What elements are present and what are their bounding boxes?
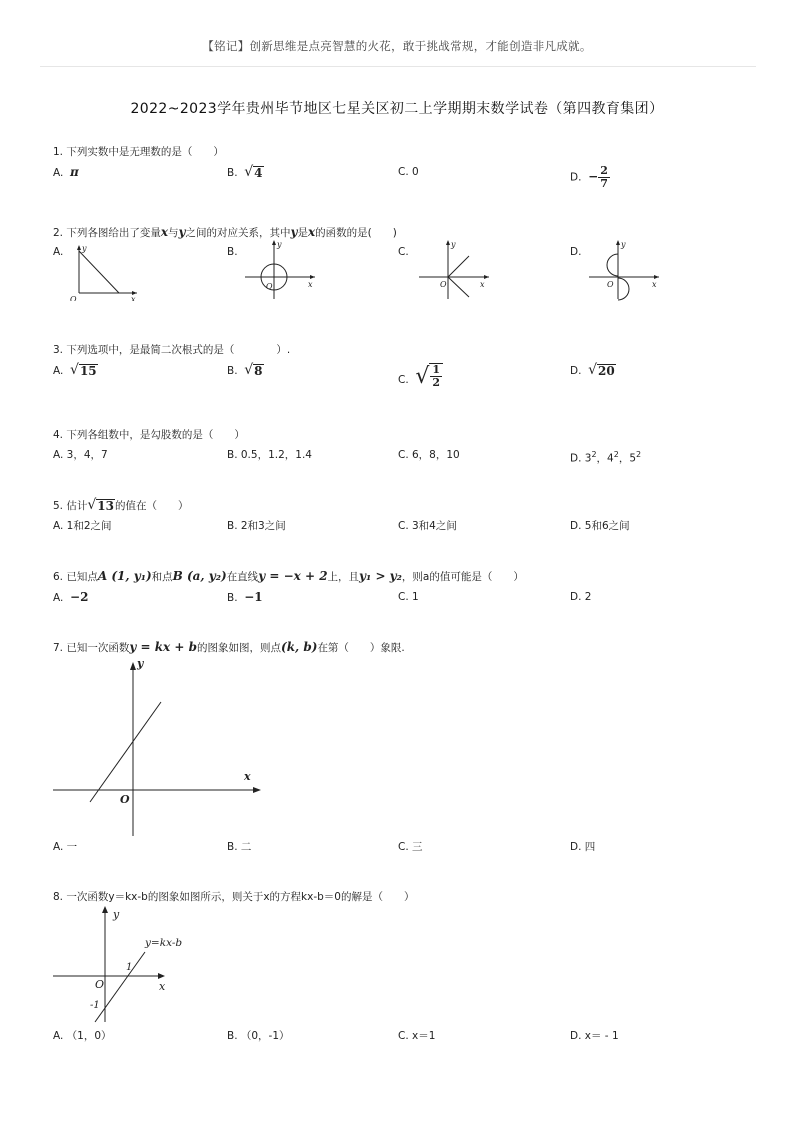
q1-option-d[interactable]: D. − $\frac{2}{7}$ [570, 164, 608, 190]
axis-x-label: x [244, 770, 251, 783]
question-6 [53, 569, 753, 612]
header-motto: 【铭记】创新思维是点亮智慧的火花，敢于挑战常规，才能创造非凡成就。 [202, 39, 592, 53]
q6-option-d[interactable]: D. 2 [570, 591, 592, 603]
question-8 [53, 890, 753, 1042]
q7-option-b[interactable]: B. 二 [227, 841, 252, 853]
question-3 [53, 343, 753, 389]
q2-graph-c[interactable] [415, 237, 495, 301]
q2-option-c-label[interactable]: C. [398, 246, 409, 258]
origin-label: O [120, 793, 130, 806]
fraction-2-7: $\frac{2}{7}$ [600, 164, 608, 190]
question-1-stem: 1. 下列实数中是无理数的是（ ） [53, 146, 224, 158]
sqrt-13: √ 13 [87, 497, 114, 513]
q4-option-d[interactable]: D. $3^2$，$4^2$，$5^2$ [570, 450, 642, 465]
question-5-options [53, 519, 753, 541]
origin-label: O [440, 280, 447, 289]
question-3-stem: 3. 下列选项中，是最简二次根式的是（ ）. [53, 344, 291, 356]
sqrt-8: √ 8 [244, 362, 263, 378]
q2-graph-a[interactable] [63, 241, 143, 301]
axis-y-label: y [82, 244, 87, 253]
q7-option-c[interactable]: C. 三 [398, 841, 423, 853]
axis-y-label: y [621, 240, 626, 249]
line-label: y=kx-b [145, 937, 183, 949]
q2-option-d-label[interactable]: D. [570, 246, 582, 258]
q3-option-d[interactable]: D. √ 20 [570, 362, 615, 378]
q4-option-b[interactable]: B. 0.5，1.2，1.4 [227, 449, 312, 461]
question-4 [53, 428, 753, 470]
q7-graph[interactable] [53, 654, 273, 840]
q1-option-c[interactable]: C. 0 [398, 166, 419, 178]
axis-y-label: y [137, 657, 144, 670]
q5-option-a[interactable]: A. 1和2之间 [53, 520, 112, 532]
q3-option-a[interactable]: A. √ 15 [53, 362, 97, 378]
q8-option-d[interactable]: D. x＝ - 1 [570, 1030, 619, 1042]
q6-option-a[interactable]: A. −2 [53, 590, 89, 604]
q7-option-a[interactable]: A. 一 [53, 841, 78, 853]
q6-option-b[interactable]: B. −1 [227, 590, 263, 604]
origin-label: O [70, 295, 77, 301]
q1-option-b[interactable]: B. √ 4 [227, 164, 263, 180]
axis-y-label: y [277, 240, 282, 249]
axis-x-label: x [480, 280, 485, 289]
axis-x-label: x [159, 980, 166, 993]
question-8-stem: 8. 一次函数y＝kx-b的图象如图所示，则关于x的方程kx-b＝0的解是（ ） [53, 891, 415, 903]
q8-option-b[interactable]: B. （0，-1） [227, 1030, 290, 1042]
q3-option-b[interactable]: B. √ 8 [227, 362, 263, 378]
q8-graph[interactable] [53, 904, 213, 1032]
question-2 [53, 225, 753, 301]
question-1 [53, 145, 753, 190]
question-5 [53, 498, 753, 541]
origin-label: O [266, 282, 273, 291]
sqrt-15: √ 15 [70, 362, 97, 378]
q7-option-d[interactable]: D. 四 [570, 841, 596, 853]
question-7 [53, 640, 753, 853]
q4-option-a[interactable]: A. 3，4，7 [53, 449, 108, 461]
axis-y-label: y [451, 240, 456, 249]
question-3-options [53, 362, 753, 389]
question-7-stem: 7. 已知一次函数y = kx + b的图象如图，则点(k, b)在第（ ）象限. [53, 640, 405, 654]
question-2-stem: 2. 下列各图给出了变量x与y之间的对应关系，其中y是x的函数的是( ) [53, 225, 397, 239]
question-4-options [53, 448, 753, 470]
header-divider [40, 66, 756, 67]
y-intercept-label: -1 [90, 1000, 100, 1011]
q3-option-c[interactable]: C. √ $\frac{1}{2}$ [398, 363, 443, 389]
q5-option-d[interactable]: D. 5和6之间 [570, 520, 630, 532]
question-4-stem: 4. 下列各组数中，是勾股数的是（ ） [53, 429, 245, 441]
page-title: 2022~2023学年贵州毕节地区七星关区初二上学期期末数学试卷（第四教育集团） [130, 101, 664, 117]
x-intercept-label: 1 [126, 962, 133, 973]
q5-option-c[interactable]: C. 3和4之间 [398, 520, 457, 532]
question-6-options [53, 590, 753, 612]
sqrt-half: √ $\frac{1}{2}$ [415, 363, 443, 389]
axis-y-label: y [113, 908, 120, 921]
q2-graph-b[interactable] [241, 237, 321, 301]
origin-label: O [95, 978, 105, 991]
q5-option-b[interactable]: B. 2和3之间 [227, 520, 286, 532]
q4-option-c[interactable]: C. 6，8，10 [398, 449, 460, 461]
sqrt-4: √ 4 [244, 164, 263, 180]
q6-option-c[interactable]: C. 1 [398, 591, 419, 603]
q2-graph-d[interactable] [585, 237, 665, 301]
question-6-stem: 6. 已知点A (1, y₁)和点B (a, y₂)在直线y = −x + 2上，且y₁ > y₂，则a的值可能是（ ） [53, 569, 524, 583]
q1-option-a[interactable]: A. π [53, 165, 79, 179]
question-1-options [53, 164, 753, 190]
origin-label: O [607, 280, 614, 289]
sqrt-20: √ 20 [588, 362, 615, 378]
q8-option-a[interactable]: A. （1，0） [53, 1030, 112, 1042]
axis-x-label: x [131, 295, 136, 301]
axis-x-label: x [308, 280, 313, 289]
q8-option-c[interactable]: C. x＝1 [398, 1030, 436, 1042]
question-5-stem: 5. 估计 √ 13 的值在（ ） [53, 497, 189, 513]
q2-option-b-label[interactable]: B. [227, 246, 238, 258]
axis-x-label: x [652, 280, 657, 289]
q2-option-a-label[interactable]: A. [53, 246, 64, 258]
